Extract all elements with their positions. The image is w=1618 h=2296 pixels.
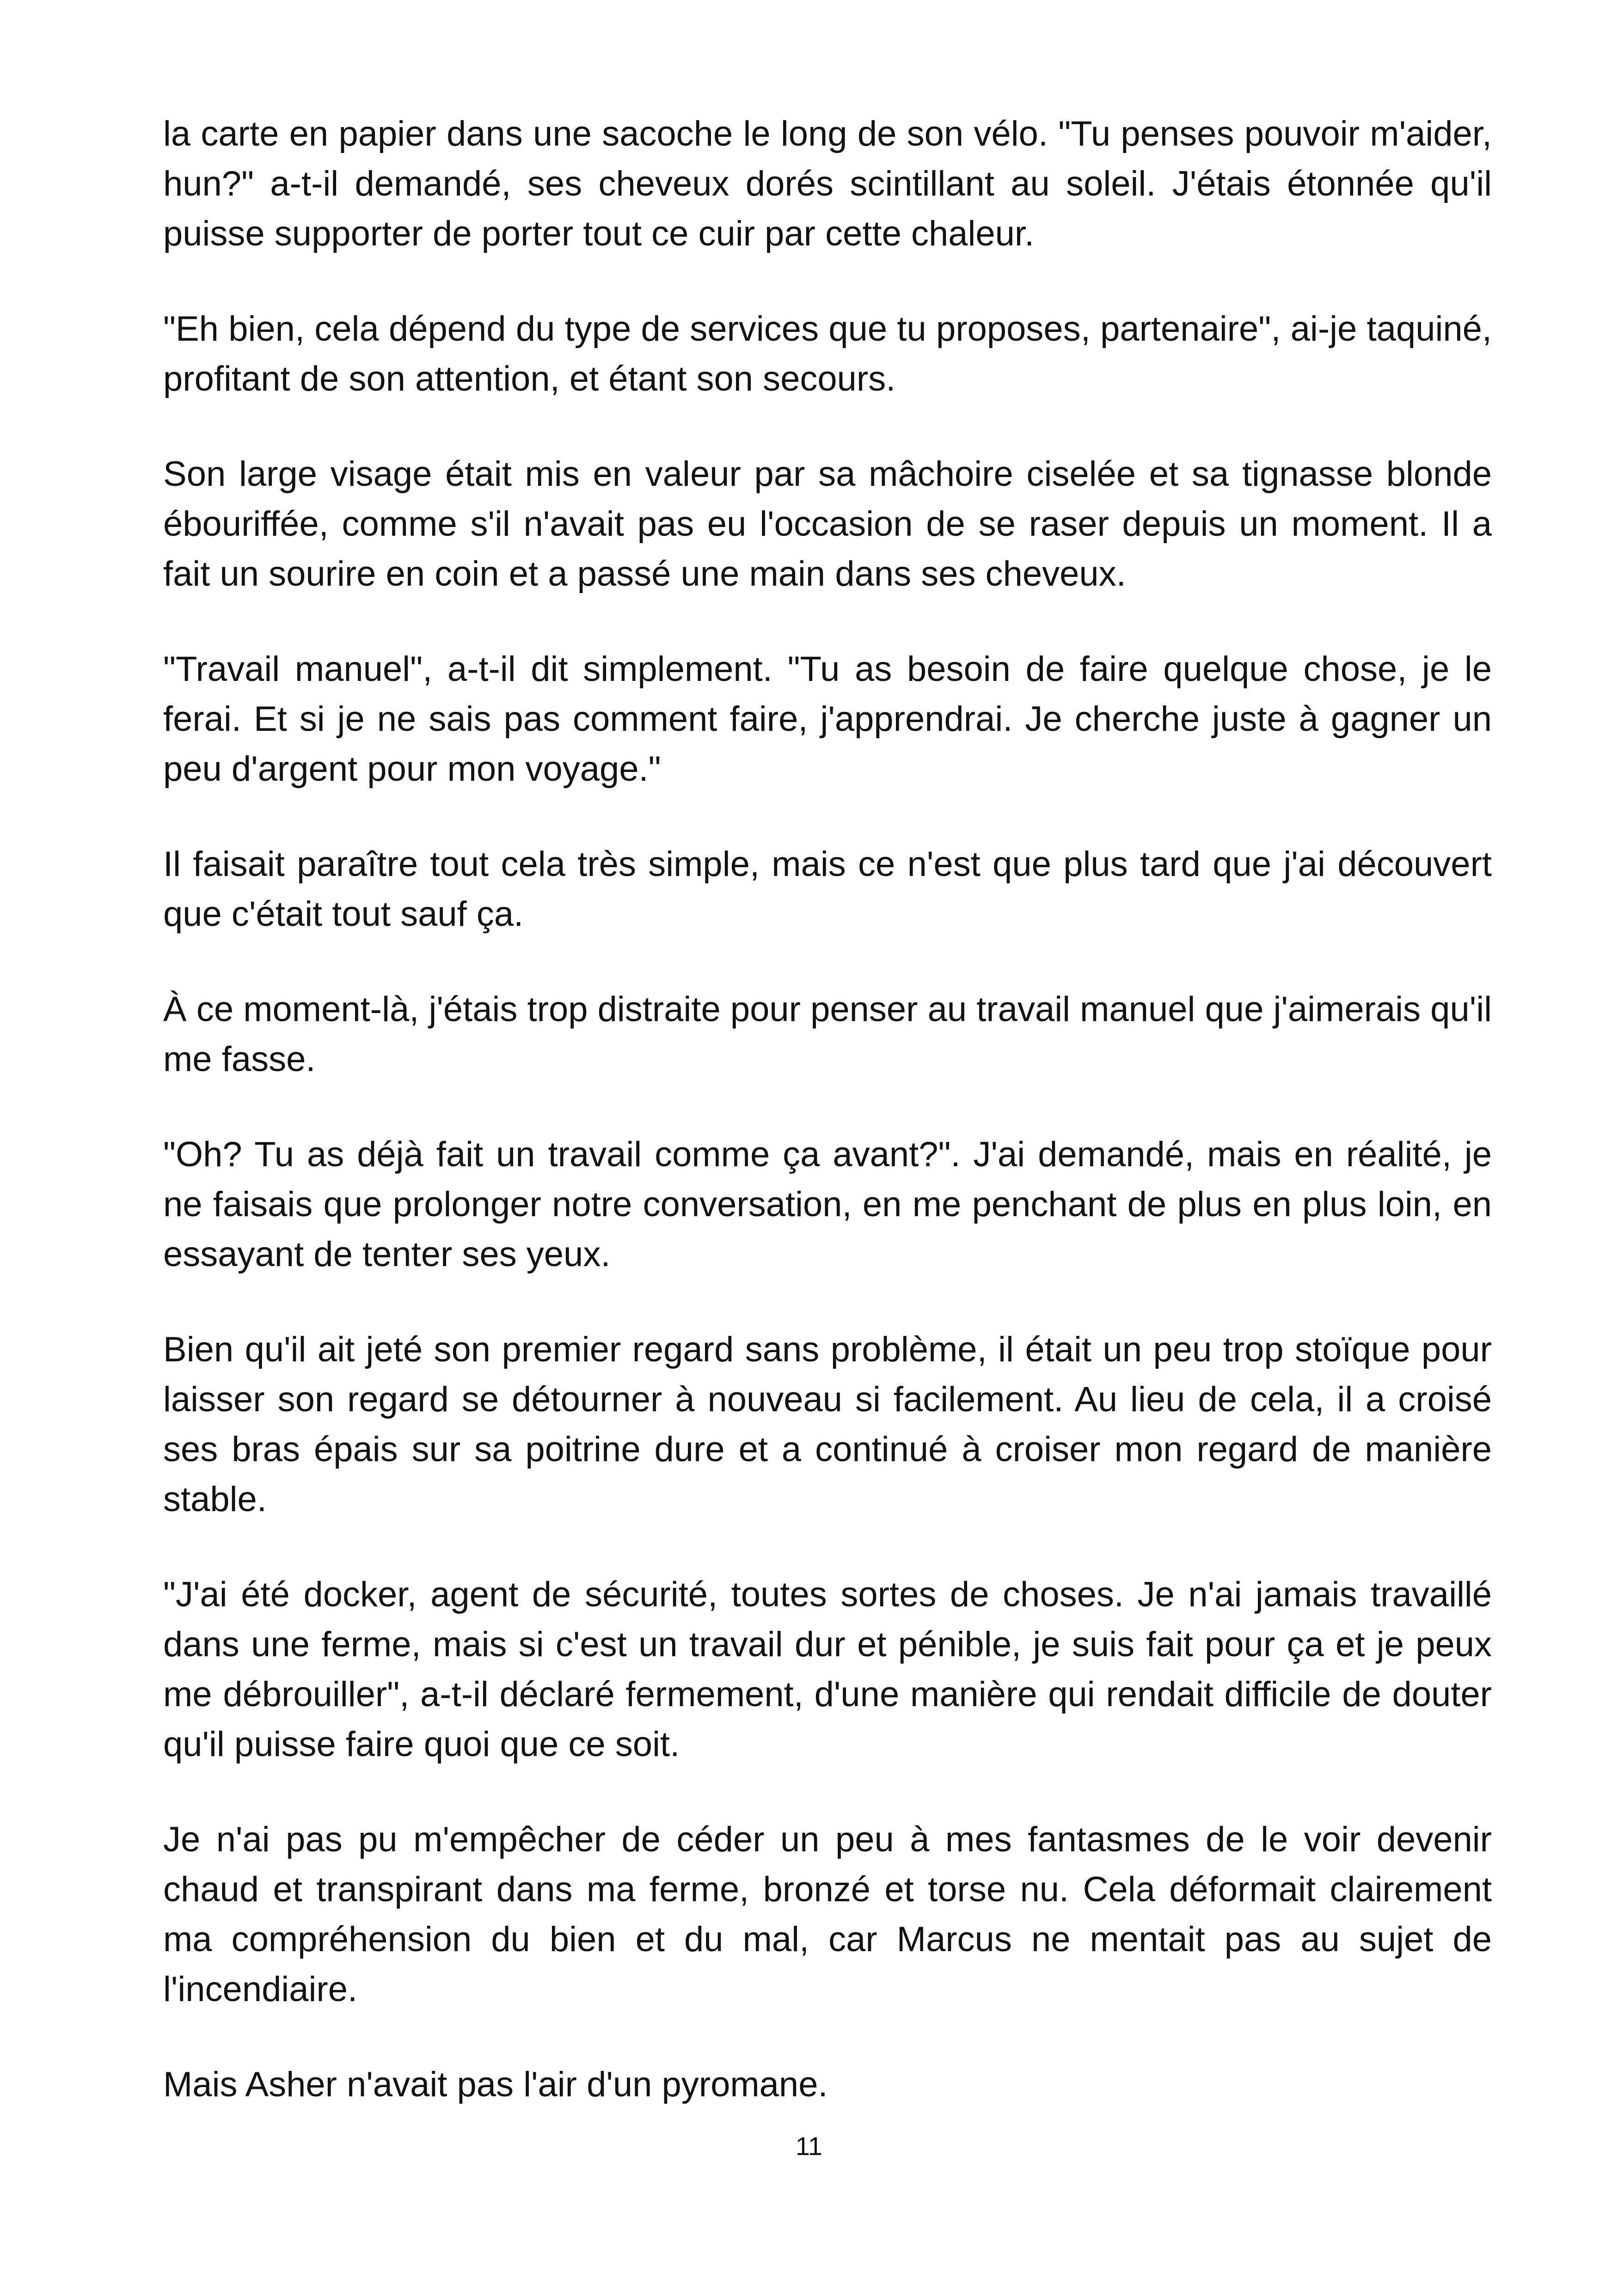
paragraph: Il faisait paraître tout cela très simple, mais ce n'est que plus tard que j'ai découvert que c'était tout sauf ça. <box>163 845 1492 934</box>
paragraph: À ce moment-là, j'étais trop distraite pour penser au travail manuel que j'aimerais qu'il me fasse. <box>163 990 1492 1079</box>
page-number: 11 <box>795 2131 823 2161</box>
paragraph: "J'ai été docker, agent de sécurité, toutes sortes de choses. Je n'ai jamais travaillé dans une ferme, mais si c'est un travail dur et pénible, je suis fait pour ça et je peux me débrouiller", a-t-il déclaré fermement, d'une manière qui rendait difficile de douter qu'il puisse faire quoi que ce soit. <box>163 1575 1492 1764</box>
paragraph: Bien qu'il ait jeté son premier regard sans problème, il était un peu trop stoïque pour laisser son regard se détourner à nouveau si facilement. Au lieu de cela, il a croisé ses bras épais sur sa poitrine dure et a continué à croiser mon regard de manière stable. <box>163 1330 1492 1519</box>
paragraph: la carte en papier dans une sacoche le long de son vélo. "Tu penses pouvoir m'aider, hun?" a-t-il demandé, ses cheveux dorés scintillant au soleil. J'étais étonnée qu'il puisse supporter de porter tout ce cuir par cette chaleur. <box>163 114 1492 253</box>
paragraph: "Oh? Tu as déjà fait un travail comme ça avant?". J'ai demandé, mais en réalité, je ne faisais que prolonger notre conversation, en me penchant de plus en plus loin, en essayant de tenter ses yeux. <box>163 1135 1492 1274</box>
paragraph: "Eh bien, cela dépend du type de services que tu proposes, partenaire", ai-je taquiné, profitant de son attention, et étant son secours. <box>163 309 1492 398</box>
paragraph: "Travail manuel", a-t-il dit simplement. "Tu as besoin de faire quelque chose, je le ferai. Et si je ne sais pas comment faire, j'apprendrai. Je cherche juste à gagner un peu d'argent pour mon voyage." <box>163 649 1492 789</box>
paragraph: Mais Asher n'avait pas l'air d'un pyromane. <box>163 2065 828 2104</box>
body-text <box>163 109 1492 2110</box>
paragraph: Son large visage était mis en valeur par sa mâchoire ciselée et sa tignasse blonde ébouriffée, comme s'il n'avait pas eu l'occasion de se raser depuis un moment. Il a fait un sourire en coin et a passé une main dans ses cheveux. <box>163 454 1492 594</box>
paragraph: Je n'ai pas pu m'empêcher de céder un peu à mes fantasmes de le voir devenir chaud et transpirant dans ma ferme, bronzé et torse nu. Cela déformait clairement ma compréhension du bien et du mal, car Marcus ne mentait pas au sujet de l'incendiaire. <box>163 1820 1492 2009</box>
